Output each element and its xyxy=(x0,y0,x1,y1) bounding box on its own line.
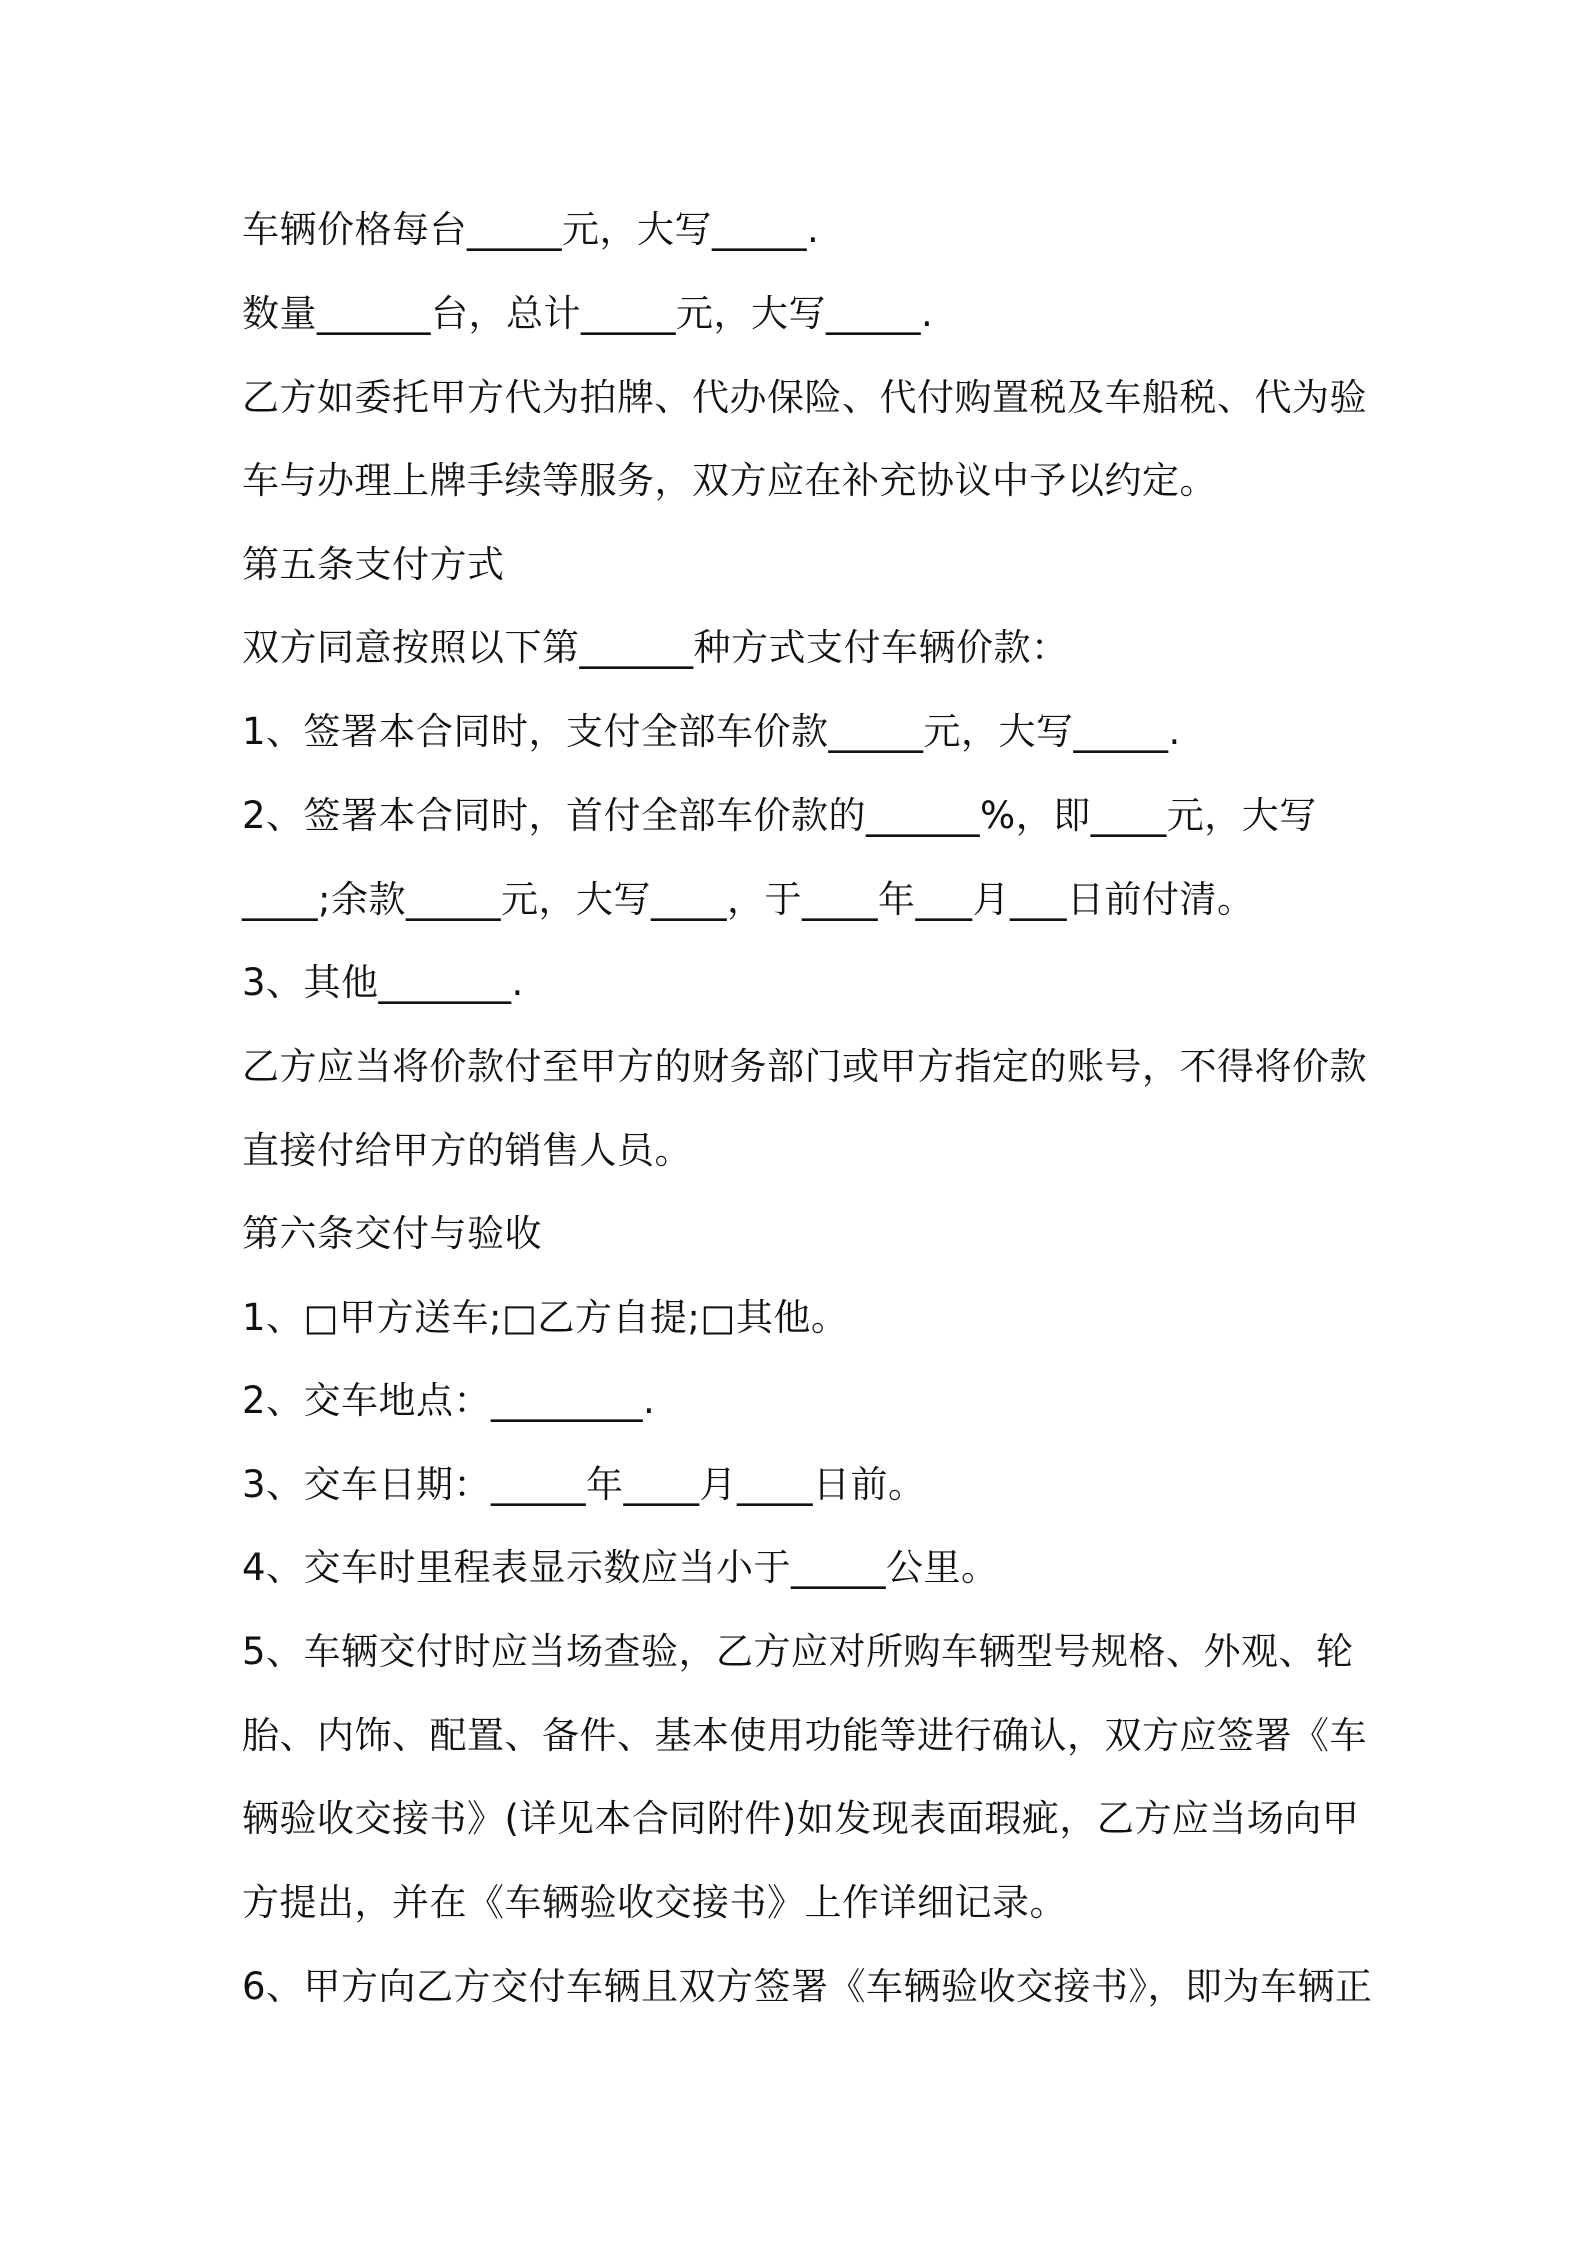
list-item: 1、□甲方送车;□乙方自提;□其他。 xyxy=(242,1296,849,1339)
text-line: 乙方如委托甲方代为拍牌、代办保险、代付购置税及车船税、代为验 xyxy=(242,376,1367,419)
text-line: 数量______台，总计_____元，大写_____. xyxy=(242,292,934,335)
list-item: 3、其他_______. xyxy=(242,961,524,1004)
text-line: 辆验收交接书》(详见本合同附件)如发现表面瑕疵，乙方应当场向甲 xyxy=(242,1797,1360,1840)
section-heading: 第五条支付方式 xyxy=(242,543,505,586)
text-line: 胎、内饰、配置、备件、基本使用功能等进行确认，双方应签署《车 xyxy=(242,1714,1367,1757)
text-line: 直接付给甲方的销售人员。 xyxy=(242,1129,692,1172)
list-item: 6、甲方向乙方交付车辆且双方签署《车辆验收交接书》，即为车辆正 xyxy=(242,1965,1373,2008)
list-item: 2、交车地点：________. xyxy=(242,1379,656,1422)
list-item: 2、签署本合同时，首付全部车价款的______%，即____元，大写 xyxy=(242,794,1317,837)
text-line: ____;余款_____元，大写____，于____年___月___日前付清。 xyxy=(242,878,1255,921)
text-line: 乙方应当将价款付至甲方的财务部门或甲方指定的账号，不得将价款 xyxy=(242,1045,1367,1088)
list-item: 3、交车日期：_____年____月____日前。 xyxy=(242,1463,926,1506)
text-line: 双方同意按照以下第______种方式支付车辆价款： xyxy=(242,626,1069,669)
section-heading: 第六条交付与验收 xyxy=(242,1212,542,1255)
text-line: 车与办理上牌手续等服务，双方应在补充协议中予以约定。 xyxy=(242,459,1217,502)
text-line: 车辆价格每台_____元，大写_____. xyxy=(242,208,820,251)
list-item: 5、车辆交付时应当场查验，乙方应对所购车辆型号规格、外观、轮 xyxy=(242,1630,1354,1673)
list-item: 4、交车时里程表显示数应当小于_____公里。 xyxy=(242,1546,999,1589)
list-item: 1、签署本合同时，支付全部车价款_____元，大写_____. xyxy=(242,710,1181,753)
text-line: 方提出，并在《车辆验收交接书》上作详细记录。 xyxy=(242,1881,1067,1924)
